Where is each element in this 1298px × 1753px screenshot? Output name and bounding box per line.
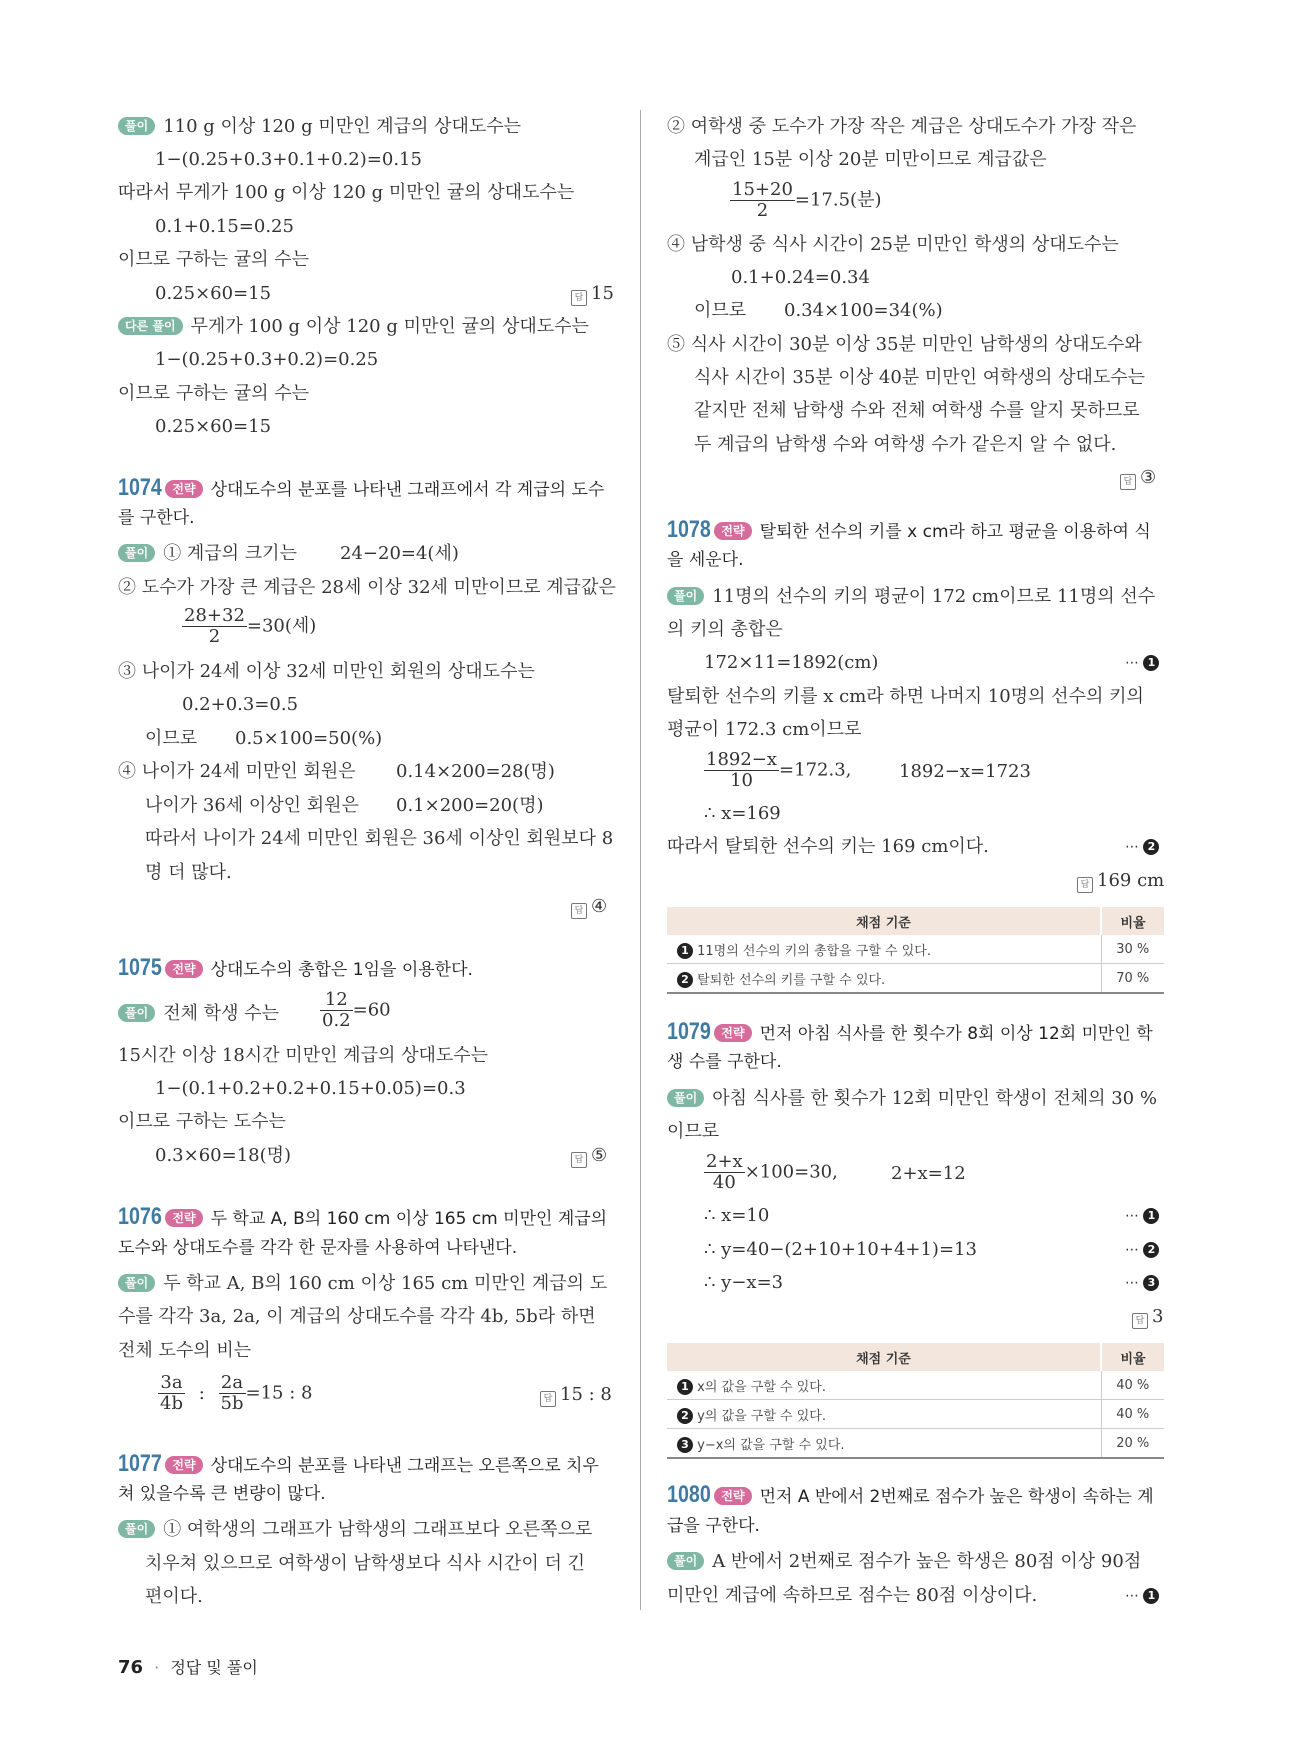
problem-number: 1078 xyxy=(667,516,711,543)
p1078-line-6: ∴ x=169 xyxy=(704,803,781,824)
cont-line-6: ⑤ 식사 시간이 30분 이상 35분 미만인 남학생의 상대도수와 xyxy=(667,334,1142,355)
answer-1077: 답 ③ xyxy=(1120,467,1156,490)
p1080-line-2: 미만인 계급에 속하므로 점수는 80점 이상이다. xyxy=(667,1585,1038,1606)
p1075-fraction: $\frac{12}{0.2}$ =60 xyxy=(322,989,391,1031)
p1074-line-2: ② 도수가 가장 큰 계급은 28세 이상 32세 미만이므로 계급값은 xyxy=(118,577,616,598)
table-row: 2 탈퇴한 선수의 키를 구할 수 있다. 70 % xyxy=(667,964,1164,994)
p1074-line-7a: 나이가 36세 이상인 회원은 xyxy=(145,795,359,816)
solution-badge: 풀이 xyxy=(118,117,155,135)
p1077-line-3: 편이다. xyxy=(145,1586,203,1607)
intro-line-6: 0.25×60=15 xyxy=(155,283,272,304)
table-header-criteria: 채점 기준 xyxy=(667,907,1101,935)
strategy-badge: 전략 xyxy=(165,1456,202,1474)
step-marker-1: ⋯ 1 xyxy=(1125,1208,1159,1224)
p1075-line-4: 이므로 구하는 도수는 xyxy=(118,1111,286,1132)
answer-1075: 답 ⑤ xyxy=(571,1145,607,1168)
p1077-line-2: 치우쳐 있으므로 여학생이 남학생보다 식사 시간이 더 긴 xyxy=(145,1553,585,1574)
intro-line-3: 따라서 무게가 100 g 이상 120 g 미만인 귤의 상대도수는 xyxy=(118,182,575,203)
p1074-line-5a: 이므로 xyxy=(145,728,198,749)
p1075-line-1: 풀이 전체 학생 수는 xyxy=(118,1003,279,1025)
cont-line-3: ④ 남학생 중 식사 시간이 25분 미만인 학생의 상대도수는 xyxy=(667,234,1119,255)
answer-icon: 답 xyxy=(1077,877,1093,893)
problem-1079-heading: 1079 전략 먼저 아침 식사를 한 횟수가 8회 이상 12회 미만인 학 xyxy=(667,1018,1153,1045)
p1078-line-4: 탈퇴한 선수의 키를 x cm라 하면 나머지 10명의 선수의 키의 xyxy=(667,686,1144,707)
strategy-badge: 전략 xyxy=(165,960,202,978)
p1078-line-2: 의 키의 총합은 xyxy=(667,619,783,640)
strategy-badge: 전략 xyxy=(165,480,202,498)
p1076-line-3: 전체 도수의 비는 xyxy=(118,1340,252,1361)
p1074-line-6b: 0.14×200=28(명) xyxy=(396,761,555,782)
answer-1079: 답 3 xyxy=(1132,1306,1163,1329)
problem-1074-title-2: 를 구한다. xyxy=(118,508,195,528)
footer-separator: · xyxy=(154,1658,160,1677)
step-marker-1: ⋯ 1 xyxy=(1125,1588,1159,1604)
grading-table-1079 xyxy=(667,1343,1164,1459)
p1076-ratio: $\frac{3a}{4b}$ : $\frac{2a}{5b}$ =15 : 8 xyxy=(160,1372,313,1414)
problem-number: 1077 xyxy=(118,1450,162,1477)
alt-solution-line-2: 1−(0.25+0.3+0.2)=0.25 xyxy=(155,349,379,370)
problem-1080-heading: 1080 전략 먼저 A 반에서 2번째로 점수가 높은 학생이 속하는 계 xyxy=(667,1481,1154,1508)
intro-line-5: 이므로 구하는 귤의 수는 xyxy=(118,249,310,270)
alt-solution-line-4: 0.25×60=15 xyxy=(155,416,272,437)
step-marker-2: ⋯ 2 xyxy=(1125,1242,1159,1258)
p1074-line-1: 풀이 ① 계급의 크기는 xyxy=(118,543,297,565)
step-marker-1: ⋯ 1 xyxy=(1125,655,1159,671)
step-marker-2: ⋯ 2 xyxy=(1125,839,1159,855)
strategy-badge: 전략 xyxy=(714,522,751,540)
strategy-badge: 전략 xyxy=(165,1209,202,1227)
p1074-fraction: $\frac{28+32}{2}$ =30(세) xyxy=(184,605,317,647)
table-row: 1 11명의 선수의 키의 총합을 구할 수 있다. 30 % xyxy=(667,935,1164,964)
alt-solution-line-1: 다른 풀이 무게가 100 g 이상 120 g 미만인 귤의 상대도수는 xyxy=(118,316,589,338)
problem-number: 1080 xyxy=(667,1481,711,1508)
intro-line-4: 0.1+0.15=0.25 xyxy=(155,216,294,237)
p1075-line-3: 1−(0.1+0.2+0.2+0.15+0.05)=0.3 xyxy=(155,1078,466,1099)
p1079-fraction: $\frac{2+x}{40}$ ×100=30, xyxy=(706,1151,838,1193)
p1078-line-5: 평균이 172.3 cm이므로 xyxy=(667,719,862,740)
strategy-badge: 전략 xyxy=(714,1024,751,1042)
p1078-line-7: 따라서 탈퇴한 선수의 키는 169 cm이다. xyxy=(667,836,989,857)
p1075-line-2: 15시간 이상 18시간 미만인 계급의 상대도수는 xyxy=(118,1045,489,1066)
p1074-line-1b: 24−20=4(세) xyxy=(340,543,459,564)
table-row: 3 y−x의 값을 구할 수 있다. 20 % xyxy=(667,1429,1164,1459)
cont-line-7: 식사 시간이 35분 이상 40분 미만인 여학생의 상대도수는 xyxy=(694,367,1146,388)
answer-icon: 답 xyxy=(1132,1313,1148,1329)
p1080-line-1: 풀이 A 반에서 2번째로 점수가 높은 학생은 80점 이상 90점 xyxy=(667,1551,1141,1573)
answer-1076: 답 15 : 8 xyxy=(540,1384,612,1407)
intro-line-2: 1−(0.25+0.3+0.1+0.2)=0.15 xyxy=(155,149,422,170)
answer-icon: 답 xyxy=(571,1152,587,1168)
intro-line-1: 풀이 110 g 이상 120 g 미만인 계급의 상대도수는 xyxy=(118,116,521,138)
strategy-badge: 전략 xyxy=(714,1487,751,1505)
p1079-line-1: 풀이 아침 식사를 한 횟수가 12회 미만인 학생이 전체의 30 % xyxy=(667,1088,1157,1110)
p1074-line-6a: ④ 나이가 24세 미만인 회원은 xyxy=(118,761,356,782)
alt-solution-line-3: 이므로 구하는 귤의 수는 xyxy=(118,383,310,404)
problem-1076-heading: 1076 전략 두 학교 A, B의 160 cm 이상 165 cm 미만인 계급의 xyxy=(118,1203,608,1230)
cont-line-2: 계급인 15분 이상 20분 미만이므로 계급값은 xyxy=(694,149,1047,170)
p1079-line-4: ∴ y=40−(2+10+10+4+1)=13 xyxy=(704,1239,977,1260)
problem-1080-title-2: 급을 구한다. xyxy=(667,1516,760,1536)
cont-fraction: $\frac{15+20}{2}$ =17.5(분) xyxy=(732,179,882,221)
p1074-line-3: ③ 나이가 24세 이상 32세 미만인 회원의 상대도수는 xyxy=(118,661,535,682)
p1079-line-5: ∴ y−x=3 xyxy=(704,1272,784,1293)
grading-table-1078 xyxy=(667,907,1164,994)
problem-1079-title-2: 생 수를 구한다. xyxy=(667,1052,782,1072)
table-row: 2 y의 값을 구할 수 있다. 40 % xyxy=(667,1400,1164,1429)
step-marker-3: ⋯ 3 xyxy=(1125,1275,1159,1291)
cont-line-5b: 0.34×100=34(%) xyxy=(784,300,943,321)
p1077-line-1: 풀이 ① 여학생의 그래프가 남학생의 그래프보다 오른쪽으로 xyxy=(118,1519,592,1541)
answer-icon: 답 xyxy=(540,1391,556,1407)
page-footer xyxy=(118,1655,258,1678)
p1075-line-5: 0.3×60=18(명) xyxy=(155,1145,292,1166)
answer-1074: 답 ④ xyxy=(571,896,607,919)
p1078-eq2: 1892−x=1723 xyxy=(899,761,1031,782)
cont-line-4: 0.1+0.24=0.34 xyxy=(731,267,870,288)
answer-1078: 답 169 cm xyxy=(1077,870,1164,893)
p1076-line-1: 풀이 두 학교 A, B의 160 cm 이상 165 cm 미만인 계급의 도 xyxy=(118,1273,607,1295)
problem-1074-heading: 1074 전략 상대도수의 분포를 나타낸 그래프에서 각 계급의 도수 xyxy=(118,474,605,501)
cont-line-1: ② 여학생 중 도수가 가장 작은 계급은 상대도수가 가장 작은 xyxy=(667,116,1137,137)
p1074-line-7b: 0.1×200=20(명) xyxy=(396,795,544,816)
column-divider xyxy=(640,110,641,1610)
answer-icon: 답 xyxy=(571,903,587,919)
p1074-line-8: 따라서 나이가 24세 미만인 회원은 36세 이상인 회원보다 8 xyxy=(145,828,614,849)
problem-1078-heading: 1078 전략 탈퇴한 선수의 키를 x cm라 하고 평균을 이용하여 식 xyxy=(667,516,1151,543)
alt-solution-badge: 다른 풀이 xyxy=(118,317,183,335)
table-header-ratio: 비율 xyxy=(1101,1343,1164,1371)
problem-number: 1076 xyxy=(118,1203,162,1230)
table-header-ratio: 비율 xyxy=(1101,907,1164,935)
p1076-line-2: 수를 각각 3a, 2a, 이 계급의 상대도수를 각각 4b, 5b라 하면 xyxy=(118,1306,596,1327)
answer-icon: 답 xyxy=(1120,474,1136,490)
cont-line-8: 같지만 전체 남학생 수와 전체 여학생 수를 알지 못하므로 xyxy=(694,400,1140,421)
problem-number: 1074 xyxy=(118,474,162,501)
footer-label: 정답 및 풀이 xyxy=(170,1658,258,1677)
problem-1077-title-2: 쳐 있을수록 큰 변량이 많다. xyxy=(118,1484,326,1504)
p1079-eq2: 2+x=12 xyxy=(891,1163,966,1184)
p1074-line-9: 명 더 많다. xyxy=(145,862,232,883)
p1074-line-5b: 0.5×100=50(%) xyxy=(235,728,383,749)
p1079-line-2: 이므로 xyxy=(667,1121,720,1142)
problem-1076-title-2: 도수와 상대도수를 각각 한 문자를 사용하여 나타낸다. xyxy=(118,1238,518,1258)
problem-1078-title-2: 을 세운다. xyxy=(667,550,744,570)
table-row: 1 x의 값을 구할 수 있다. 40 % xyxy=(667,1371,1164,1400)
table-header-criteria: 채점 기준 xyxy=(667,1343,1101,1371)
page-number: 76 xyxy=(118,1657,144,1678)
p1074-line-4: 0.2+0.3=0.5 xyxy=(182,694,299,715)
problem-1075-heading: 1075 전략 상대도수의 총합은 1임을 이용한다. xyxy=(118,954,473,981)
p1078-line-1: 풀이 11명의 선수의 키의 평균이 172 cm이므로 11명의 선수 xyxy=(667,586,1155,608)
p1079-line-3: ∴ x=10 xyxy=(704,1205,770,1226)
answer-icon: 답 xyxy=(571,290,587,306)
p1078-fraction: $\frac{1892-x}{10}$ =172.3, xyxy=(706,749,852,791)
problem-1077-heading: 1077 전략 상대도수의 분포를 나타낸 그래프는 오른쪽으로 치우 xyxy=(118,1450,599,1477)
problem-number: 1075 xyxy=(118,954,162,981)
problem-number: 1079 xyxy=(667,1018,711,1045)
cont-line-5a: 이므로 xyxy=(694,300,747,321)
cont-line-9: 두 계급의 남학생 수와 여학생 수가 같은지 알 수 없다. xyxy=(694,434,1117,455)
answer-1073: 답 15 xyxy=(571,283,614,306)
p1078-line-3: 172×11=1892(cm) xyxy=(704,652,879,673)
